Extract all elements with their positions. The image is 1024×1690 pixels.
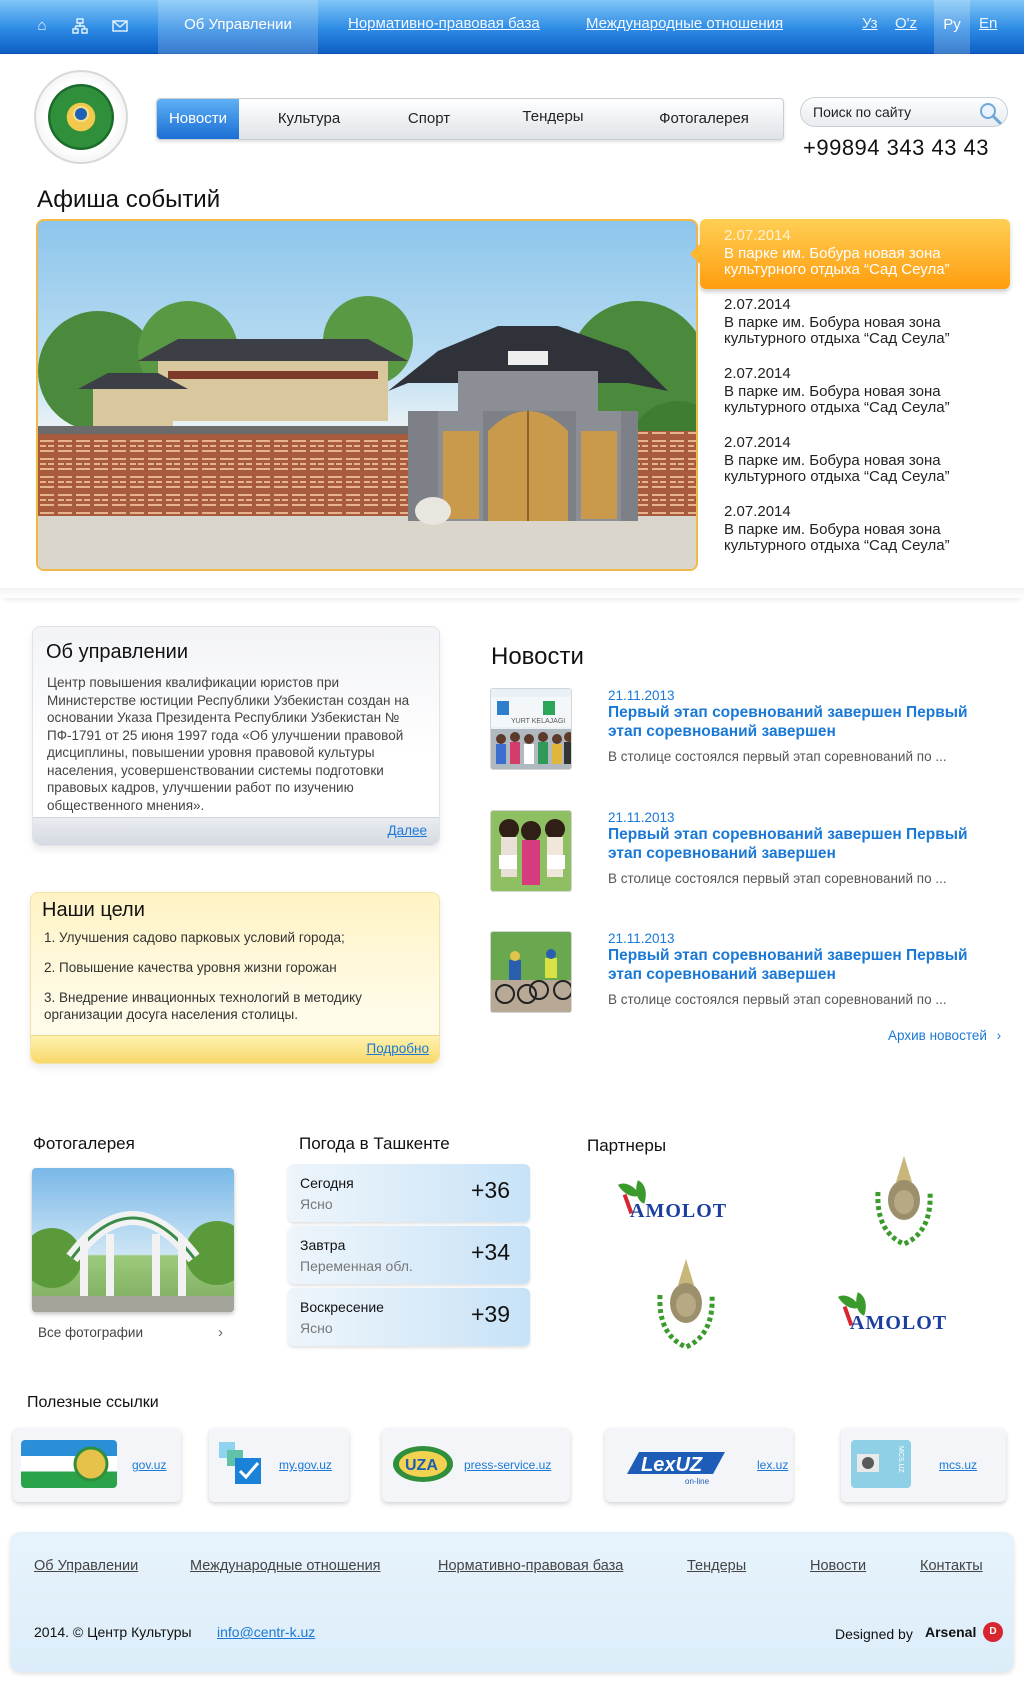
footer-email-link[interactable]: info@centr-k.uz bbox=[217, 1624, 316, 1640]
partners-title: Партнеры bbox=[587, 1136, 667, 1155]
weather-title: Погода в Ташкенте bbox=[299, 1134, 450, 1153]
link-text[interactable]: lex.uz bbox=[757, 1458, 789, 1472]
link-text[interactable]: gov.uz bbox=[132, 1458, 167, 1472]
footer-nav-about[interactable]: Об Управлении bbox=[34, 1558, 139, 1574]
goals-box bbox=[30, 892, 440, 1064]
weather-day: Воскресение bbox=[300, 1299, 384, 1315]
events-photo[interactable] bbox=[36, 219, 698, 571]
link-card-gov[interactable] bbox=[13, 1428, 181, 1502]
footer-designed-by: Designed by bbox=[835, 1626, 913, 1642]
goal-item: 3. Внедрение инвационных технологий в методику организации досуга населения столицы. bbox=[44, 990, 362, 1022]
link-card-mygov[interactable] bbox=[209, 1428, 349, 1502]
designer-badge-icon: D bbox=[983, 1622, 1003, 1642]
lang-uz-latin[interactable]: O'z bbox=[895, 15, 918, 32]
news-thumbnail[interactable] bbox=[490, 810, 572, 892]
event-date: 2.07.2014 bbox=[724, 503, 791, 520]
menu-news[interactable]: Новости bbox=[157, 99, 239, 139]
main-menu bbox=[156, 98, 784, 140]
lang-uz-cyrillic[interactable]: Уз bbox=[862, 15, 878, 32]
home-icon[interactable]: ⌂ bbox=[37, 17, 47, 34]
menu-tenders[interactable]: Тендеры bbox=[522, 108, 584, 125]
news-thumbnail[interactable] bbox=[490, 688, 572, 770]
news-date: 21.11.2013 bbox=[608, 810, 675, 825]
nav-about[interactable]: Об Управлении bbox=[158, 0, 318, 54]
news-thumbnail[interactable] bbox=[490, 931, 572, 1013]
lexuz-logo-text: LexUZ bbox=[641, 1454, 703, 1476]
link-card-lex[interactable] bbox=[605, 1428, 793, 1502]
news-item[interactable] bbox=[490, 688, 1000, 772]
link-text[interactable]: mcs.uz bbox=[939, 1458, 978, 1472]
link-card-press-service[interactable] bbox=[382, 1428, 570, 1502]
emblem-sun bbox=[73, 106, 89, 122]
events-title: Афиша событий bbox=[37, 186, 221, 213]
partner-kamolot-logo[interactable] bbox=[838, 1292, 978, 1340]
goal-item: 2. Повышение качества уровня жизни горожан bbox=[44, 960, 337, 975]
event-title: В парке им. Бобура новая зона культурного отдыха “Сад Сеула” bbox=[724, 245, 950, 278]
kamolot-text: AMOLOT bbox=[630, 1200, 728, 1222]
gallery-all-link[interactable]: Все фотографии bbox=[38, 1325, 144, 1340]
events-list bbox=[700, 219, 1010, 579]
about-box bbox=[32, 626, 440, 846]
uza-logo-text: UZA bbox=[405, 1457, 438, 1474]
link-text[interactable]: press-service.uz bbox=[464, 1458, 552, 1472]
lang-ru[interactable]: Ру bbox=[934, 0, 970, 54]
search-icon[interactable] bbox=[977, 100, 1003, 126]
news-date: 21.11.2013 bbox=[608, 931, 675, 946]
lang-en[interactable]: En bbox=[979, 15, 998, 32]
checkmark-squares-icon bbox=[217, 1440, 267, 1488]
news-description: В столице состоялся первый этап соревнований по ... bbox=[608, 992, 947, 1007]
footer bbox=[10, 1532, 1014, 1672]
news-description: В столице состоялся первый этап соревнований по ... bbox=[608, 749, 947, 764]
partner-kamolot-logo[interactable] bbox=[618, 1180, 758, 1228]
gallery-title: Фотогалерея bbox=[33, 1134, 135, 1153]
uza-logo-icon bbox=[390, 1440, 456, 1488]
weather-day: Сегодня bbox=[300, 1175, 354, 1191]
nav-international[interactable]: Международные отношения bbox=[586, 15, 784, 32]
footer-nav-international[interactable]: Международные отношения bbox=[190, 1558, 381, 1574]
news-date: 21.11.2013 bbox=[608, 688, 675, 703]
weather-day: Завтра bbox=[300, 1237, 346, 1253]
gallery-photo[interactable] bbox=[32, 1168, 234, 1312]
menu-photogallery[interactable]: Фотогалерея bbox=[659, 110, 749, 127]
event-title: В парке им. Бобура новая зона культурного отдыха “Сад Сеула” bbox=[724, 521, 950, 554]
weather-temperature: +34 bbox=[470, 1239, 510, 1265]
emblem-inner bbox=[48, 84, 114, 150]
link-card-mcs[interactable] bbox=[841, 1428, 1006, 1502]
footer-nav-tenders[interactable]: Тендеры bbox=[687, 1558, 747, 1574]
state-emblem-logo[interactable] bbox=[34, 70, 128, 164]
goals-more-link[interactable]: Подробно bbox=[366, 1041, 429, 1056]
event-item-active[interactable] bbox=[700, 219, 1010, 289]
news-headline[interactable]: Первый этап соревнований завершен Первый этап соревнований завершен bbox=[608, 826, 968, 862]
about-footer bbox=[33, 817, 439, 845]
news-headline[interactable]: Первый этап соревнований завершен Первый этап соревнований завершен bbox=[608, 947, 968, 983]
news-title: Новости bbox=[491, 643, 584, 670]
partner-buddha-logo[interactable] bbox=[650, 1255, 722, 1355]
about-more-link[interactable]: Далее bbox=[387, 823, 427, 838]
weather-temperature: +36 bbox=[470, 1177, 510, 1203]
goals-footer bbox=[31, 1035, 439, 1063]
footer-nav-news[interactable]: Новости bbox=[810, 1558, 867, 1574]
weather-condition: Ясно bbox=[300, 1320, 333, 1336]
event-date: 2.07.2014 bbox=[724, 434, 791, 451]
thumb-banner-text: YURT KELAJAGI bbox=[511, 718, 566, 725]
goals-title: Наши цели bbox=[42, 899, 145, 921]
event-date: 2.07.2014 bbox=[724, 365, 791, 382]
section-divider bbox=[0, 588, 1024, 598]
weather-today bbox=[288, 1164, 530, 1222]
nav-legal-base[interactable]: Нормативно-правовая база bbox=[348, 15, 540, 32]
event-title: В парке им. Бобура новая зона культурного отдыха “Сад Сеула” bbox=[724, 314, 950, 347]
lexuz-logo-icon bbox=[619, 1440, 729, 1488]
event-title: В парке им. Бобура новая зона культурного отдыха “Сад Сеула” bbox=[724, 452, 950, 485]
designer-logo[interactable]: Arsenal bbox=[925, 1624, 977, 1640]
partner-buddha-logo[interactable] bbox=[868, 1152, 940, 1252]
menu-culture[interactable]: Культура bbox=[277, 110, 341, 127]
event-active-arrow bbox=[690, 243, 701, 265]
uzbekistan-flag-icon bbox=[21, 1440, 117, 1488]
useful-links-title: Полезные ссылки bbox=[27, 1394, 159, 1411]
mail-icon[interactable] bbox=[108, 14, 132, 38]
chevron-right-icon: › bbox=[996, 1028, 1002, 1043]
news-item[interactable] bbox=[490, 931, 1000, 1015]
weather-sunday bbox=[288, 1288, 530, 1346]
mcs-logo-text: MCS.UZ bbox=[897, 1446, 904, 1473]
weather-condition: Ясно bbox=[300, 1196, 333, 1212]
event-date: 2.07.2014 bbox=[724, 227, 791, 244]
seoul-garden-illustration bbox=[38, 221, 698, 571]
search-box bbox=[800, 97, 1008, 127]
footer-copyright: 2014. © Центр Культуры bbox=[34, 1624, 192, 1640]
news-item[interactable] bbox=[490, 810, 1000, 894]
menu-sport[interactable]: Спорт bbox=[407, 110, 451, 127]
weather-temperature: +39 bbox=[470, 1301, 510, 1327]
top-bar bbox=[0, 0, 1024, 54]
news-description: В столице состоялся первый этап соревнований по ... bbox=[608, 871, 947, 886]
footer-nav-contacts[interactable]: Контакты bbox=[920, 1558, 983, 1574]
news-archive-label: Архив новостей bbox=[888, 1028, 987, 1043]
event-date: 2.07.2014 bbox=[724, 296, 791, 313]
news-archive-link[interactable] bbox=[888, 1028, 1001, 1043]
about-text: Центр повышения квалификации юристов при Министерстве юстиции Республики Узбекистан создан на основании Указа Президента Республики Узбекистан № ПФ-1791 от 25 июня 1997 года «Об улучшении правовой дисциплины, повышении уровня правовой культуры населения, усовершенствовании системы подготовки правовых кадров, улучшении работ по изучению общественного мнения». bbox=[47, 675, 410, 813]
kamolot-text: AMOLOT bbox=[850, 1312, 948, 1334]
goal-item: 1. Улучшения садово парковых условий города; bbox=[44, 930, 345, 945]
lexuz-logo-subtext: on-line bbox=[685, 1477, 710, 1486]
footer-nav-legal-base[interactable]: Нормативно-правовая база bbox=[438, 1558, 624, 1574]
about-title: Об управлении bbox=[46, 641, 188, 663]
weather-tomorrow bbox=[288, 1226, 530, 1284]
news-headline[interactable]: Первый этап соревнований завершен Первый этап соревнований завершен bbox=[608, 704, 968, 740]
event-title: В парке им. Бобура новая зона культурного отдыха “Сад Сеула” bbox=[724, 383, 950, 416]
search-input[interactable] bbox=[813, 102, 973, 122]
chevron-right-icon[interactable]: › bbox=[218, 1324, 223, 1341]
sitemap-icon[interactable] bbox=[68, 14, 92, 38]
mcs-logo-icon bbox=[851, 1440, 911, 1488]
link-text[interactable]: my.gov.uz bbox=[279, 1458, 332, 1472]
weather-condition: Переменная обл. bbox=[300, 1258, 413, 1274]
phone-number: +99894 343 43 43 bbox=[803, 135, 990, 160]
